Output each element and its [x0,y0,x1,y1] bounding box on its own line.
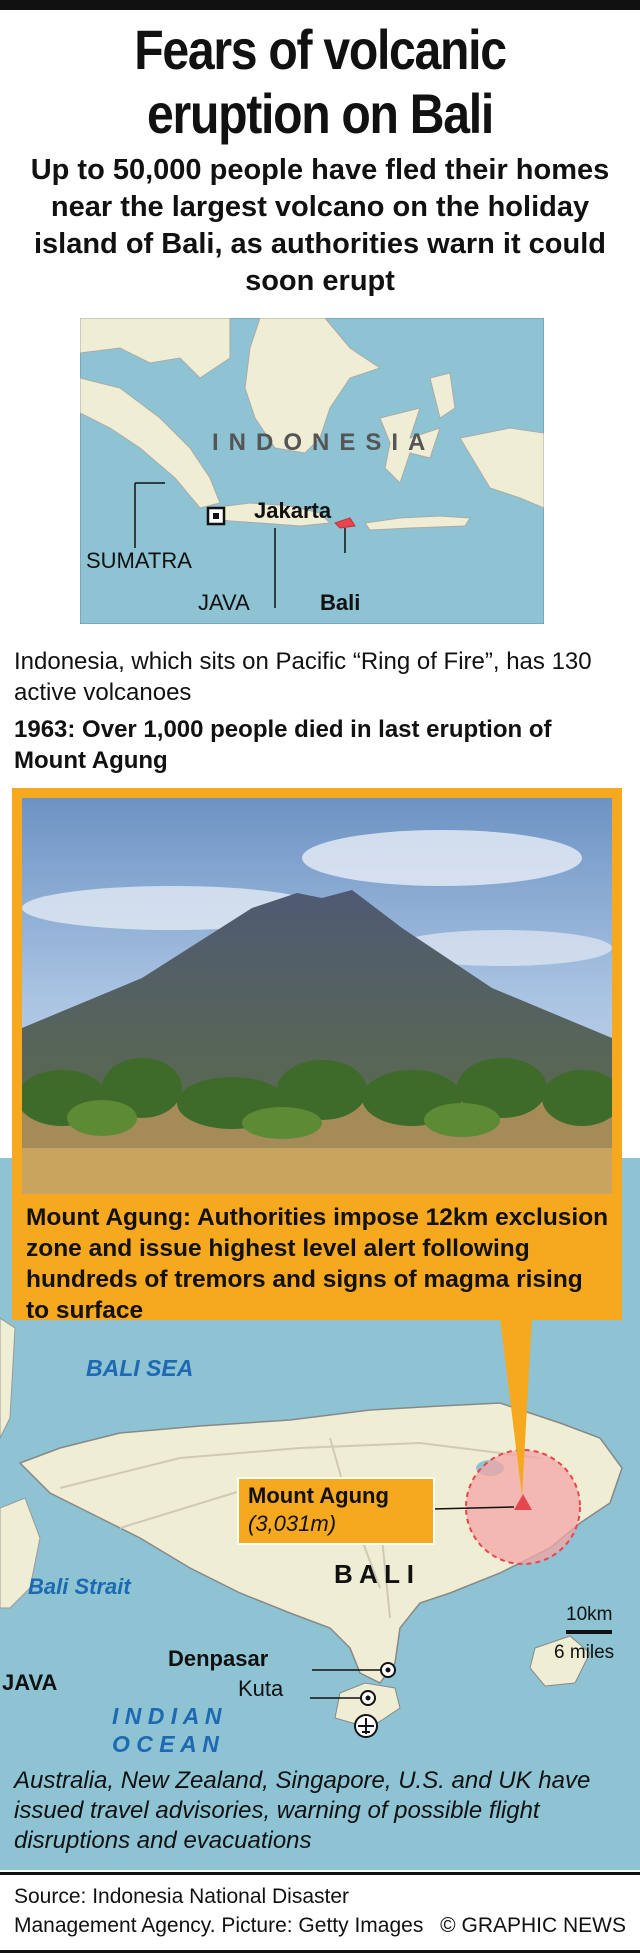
jakarta-label: Jakarta [254,498,332,523]
indonesia-locator-map [80,318,544,624]
graphic-news-credit: © GRAPHIC NEWS [440,1914,626,1937]
footer-rule [0,1872,640,1875]
scale-miles: 6 miles [554,1642,615,1663]
page-title [45,18,595,146]
bali-strait-label: Bali Strait [28,1574,131,1599]
kuta-label: Kuta [238,1676,284,1701]
mount-agung-photo [22,798,612,1194]
sumatra-label: SUMATRA [86,548,192,573]
travel-advisory-text: Australia, New Zealand, Singapore, U.S. and UK have issued travel advisories, warning of possible flight disruptions and evacuations [14,1767,591,1854]
denpasar-label: Denpasar [168,1646,269,1671]
indonesia-label: INDONESIA [212,429,436,456]
bali-inset-label: Bali [320,590,361,615]
ring-of-fire-caption: Indonesia, which sits on Pacific “Ring of Fire”, has 130 active volcanoes [14,648,592,706]
java-label: JAVA [2,1670,58,1695]
photo-box-text: Mount Agung: Authorities impose 12km exclusion zone and issue highest level alert following hundreds of tremors and signs of magma rising to surface [26,1204,609,1324]
mount-agung-height: (3,031m) [248,1511,337,1536]
title-line-2: eruption on Bali [147,82,493,145]
title-line-1: Fears of volcanic [134,18,506,81]
java-inset-label: JAVA [198,590,250,615]
indian-ocean-label-1: I N D I A N [112,1703,222,1729]
callout-pointer [500,1318,540,1498]
history-caption: 1963: Over 1,000 people died in last eruption of Mount Agung [14,716,552,774]
indonesia-map-graphic [80,318,544,624]
subtitle: Up to 50,000 people have fled their homes near the largest volcano on the holiday island of Bali, as authorities warn it could soon erupt [30,154,610,297]
top-rule [0,0,640,10]
scale-km: 10km [566,1604,613,1625]
indian-ocean-label-2: O C E A N [112,1731,219,1757]
mount-agung-label: Mount Agung [248,1483,389,1508]
end-rule [0,1950,640,1953]
source-credit: Source: Indonesia National Disaster Management Agency. Picture: Getty Images [14,1885,424,1937]
bali-island-label: B A L I [334,1559,414,1589]
mount-agung-photo-box [12,788,622,1324]
bali-sea-label: BALI SEA [86,1355,194,1381]
